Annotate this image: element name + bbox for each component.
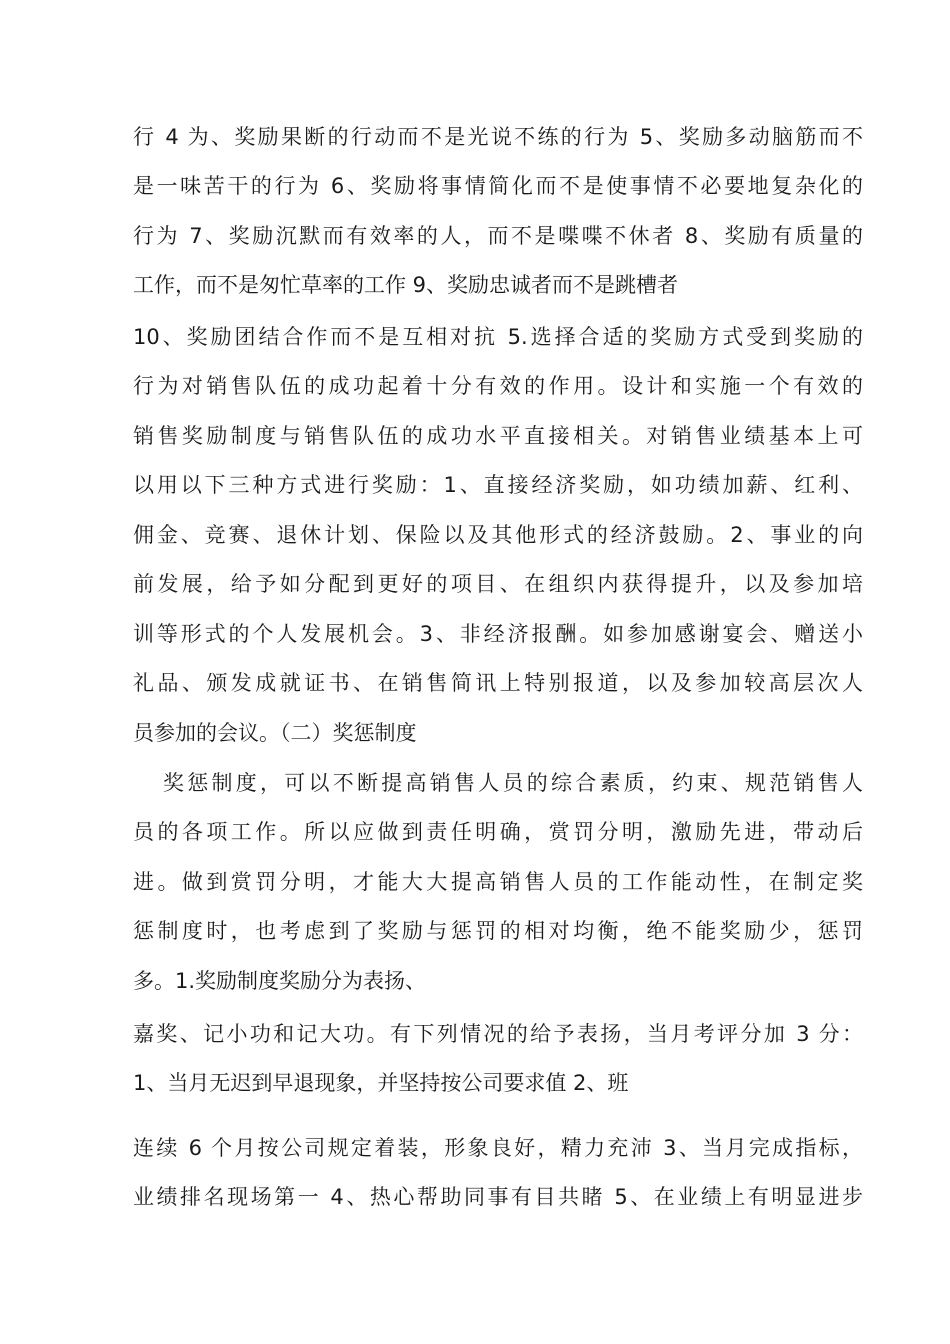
text-line-15: 员的各项工作。所以应做到责任明确，赏罚分明，激励先进，带动后: [133, 820, 863, 844]
text-line-5: 10、奖励团结合作而不是互相对抗 5.选择合适的奖励方式受到奖励的: [133, 325, 863, 349]
text-line-11: 训等形式的个人发展机会。3、非经济报酬。如参加感谢宴会、赠送小: [133, 622, 863, 646]
text-line-2: 是一味苦干的行为 6、奖励将事情简化而不是使事情不必要地复杂化的: [133, 174, 863, 198]
text-line-1: 行 4 为、奖励果断的行动而不是光说不练的行为 5、奖励多动脑筋而不: [133, 125, 863, 149]
text-line-12: 礼品、颁发成就证书、在销售简讯上特别报道，以及参加较高层次人: [133, 671, 863, 695]
text-line-20: 1、当月无迟到早退现象，并坚持按公司要求值 2、班: [133, 1071, 629, 1095]
text-line-19: 嘉奖、记小功和记大功。有下列情况的给予表扬，当月考评分加 3 分：: [133, 1022, 863, 1046]
text-line-4: 工作，而不是匆忙草率的工作 9、奖励忠诚者而不是跳槽者: [133, 273, 679, 297]
text-line-13: 员参加的会议。（二）奖惩制度: [133, 721, 417, 745]
text-line-18: 多。1.奖励制度奖励分为表扬、: [133, 969, 427, 993]
text-line-8: 以用以下三种方式进行奖励：1、直接经济奖励，如功绩加薪、红利、: [133, 473, 863, 497]
text-line-21: 连续 6 个月按公司规定着装，形象良好，精力充沛 3、当月完成指标，: [133, 1136, 863, 1160]
text-line-7: 销售奖励制度与销售队伍的成功水平直接相关。对销售业绩基本上可: [133, 424, 863, 448]
text-line-9: 佣金、竞赛、退休计划、保险以及其他形式的经济鼓励。2、事业的向: [133, 523, 863, 547]
text-line-14: 奖惩制度，可以不断提高销售人员的综合素质，约束、规范销售人: [163, 771, 863, 795]
text-line-22: 业绩排名现场第一 4、热心帮助同事有目共睹 5、在业绩上有明显进步: [133, 1185, 863, 1209]
text-line-16: 进。做到赏罚分明，才能大大提高销售人员的工作能动性，在制定奖: [133, 870, 863, 894]
text-line-10: 前发展，给予如分配到更好的项目、在组织内获得提升，以及参加培: [133, 572, 863, 596]
text-line-17: 惩制度时，也考虑到了奖励与惩罚的相对均衡，绝不能奖励少，惩罚: [133, 919, 863, 943]
text-line-3: 行为 7、奖励沉默而有效率的人，而不是喋喋不休者 8、奖励有质量的: [133, 224, 863, 248]
text-line-6: 行为对销售队伍的成功起着十分有效的作用。设计和实施一个有效的: [133, 374, 863, 398]
